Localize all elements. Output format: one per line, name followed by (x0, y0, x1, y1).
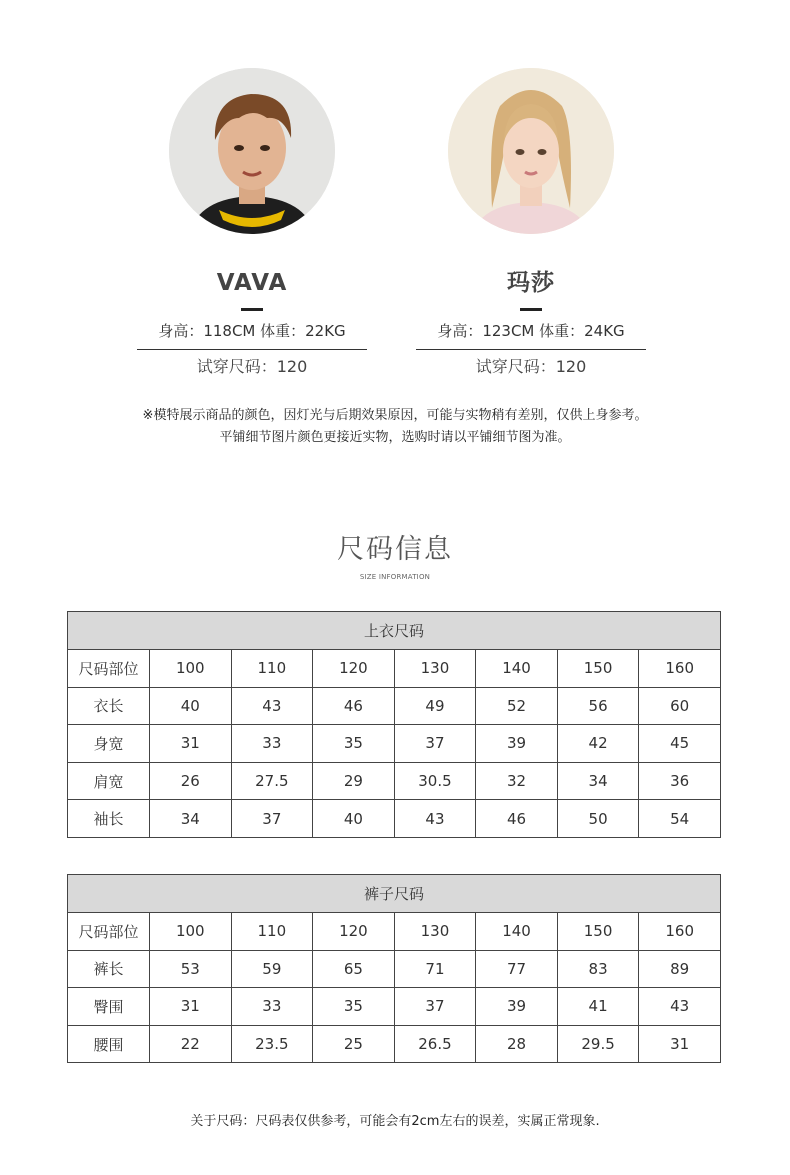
row-label: 臀围 (68, 988, 150, 1026)
model-fit-size: 试穿尺码：120 (475, 357, 587, 376)
table-cell: 45 (639, 725, 721, 763)
table-row (68, 988, 721, 1026)
table-cell: 32 (476, 762, 558, 800)
table-cell: 49 (394, 687, 476, 725)
table-cell: 27.5 (231, 762, 313, 800)
row-label: 衣长 (68, 687, 150, 725)
table-cell: 37 (231, 800, 313, 838)
table-cell: 31 (150, 988, 232, 1026)
table-cell: 60 (639, 687, 721, 725)
table-cell: 150 (557, 650, 639, 688)
table-title: 裤子尺码 (68, 875, 721, 913)
divider (137, 349, 367, 350)
table-cell: 100 (150, 650, 232, 688)
table-cell: 77 (476, 950, 558, 988)
table-cell: 120 (313, 913, 395, 951)
table-cell: 130 (394, 650, 476, 688)
table-cell: 39 (476, 988, 558, 1026)
table-cell: 160 (639, 650, 721, 688)
table-cell: 71 (394, 950, 476, 988)
table-cell: 35 (313, 988, 395, 1026)
table-cell: 50 (557, 800, 639, 838)
model-card-boy (137, 60, 367, 379)
row-label: 身宽 (68, 725, 150, 763)
row-label: 尺码部位 (68, 650, 150, 688)
table-title: 上衣尺码 (68, 612, 721, 650)
table-cell: 40 (150, 687, 232, 725)
table-cell: 33 (231, 988, 313, 1026)
table-cell: 31 (150, 725, 232, 763)
table-cell: 34 (150, 800, 232, 838)
table-cell: 59 (231, 950, 313, 988)
table-cell: 43 (231, 687, 313, 725)
table-cell: 37 (394, 988, 476, 1026)
table-header-row (68, 913, 721, 951)
section-subtitle: SIZE INFORMATION (359, 573, 431, 581)
model-photo-boy (169, 68, 335, 234)
table-cell: 65 (313, 950, 395, 988)
table-cell: 46 (476, 800, 558, 838)
notice-line-2: 平铺细节图片颜色更接近实物，选购时请以平铺细节图为准。 (219, 430, 571, 445)
table-row (68, 762, 721, 800)
table-cell: 53 (150, 950, 232, 988)
table-row (68, 687, 721, 725)
table-cell: 140 (476, 650, 558, 688)
row-label: 裤长 (68, 950, 150, 988)
table-cell: 37 (394, 725, 476, 763)
table-cell: 41 (557, 988, 639, 1026)
table-cell: 40 (313, 800, 395, 838)
size-disclaimer: 关于尺码：尺码表仅供参考，可能会有2cm左右的误差，实属正常现象. (190, 1114, 600, 1129)
table-cell: 39 (476, 725, 558, 763)
table-cell: 43 (394, 800, 476, 838)
table-cell: 110 (231, 913, 313, 951)
table-header-row (68, 650, 721, 688)
table-cell: 100 (150, 913, 232, 951)
model-card-girl (416, 60, 646, 379)
table-cell: 30.5 (394, 762, 476, 800)
table-cell: 42 (557, 725, 639, 763)
table-cell: 46 (313, 687, 395, 725)
table-cell: 89 (639, 950, 721, 988)
table-row (68, 725, 721, 763)
table-cell: 150 (557, 913, 639, 951)
divider (416, 349, 646, 350)
table-cell: 34 (557, 762, 639, 800)
table-cell: 33 (231, 725, 313, 763)
table-cell: 31 (639, 1025, 721, 1063)
table-cell: 54 (639, 800, 721, 838)
table-cell: 56 (557, 687, 639, 725)
table-cell: 29.5 (557, 1025, 639, 1063)
table-cell: 43 (639, 988, 721, 1026)
table-cell: 36 (639, 762, 721, 800)
table-cell: 35 (313, 725, 395, 763)
name-underline (520, 308, 542, 311)
row-label: 袖长 (68, 800, 150, 838)
models-section (0, 60, 790, 380)
pants-size-table (67, 874, 721, 1063)
table-cell: 130 (394, 913, 476, 951)
table-row (68, 950, 721, 988)
color-notice (0, 405, 790, 449)
section-title: 尺码信息 (337, 534, 453, 565)
table-cell: 29 (313, 762, 395, 800)
row-label: 肩宽 (68, 762, 150, 800)
table-cell: 120 (313, 650, 395, 688)
row-label: 腰围 (68, 1025, 150, 1063)
top-size-table (67, 611, 721, 838)
table-row (68, 800, 721, 838)
table-cell: 140 (476, 913, 558, 951)
model-name: 玛莎 (507, 270, 555, 296)
name-underline (241, 308, 263, 311)
model-name: VAVA (216, 270, 288, 296)
table-cell: 25 (313, 1025, 395, 1063)
table-cell: 83 (557, 950, 639, 988)
table-cell: 26.5 (394, 1025, 476, 1063)
table-cell: 22 (150, 1025, 232, 1063)
table-cell: 160 (639, 913, 721, 951)
model-stats: 身高：118CM 体重：22KG (158, 322, 346, 340)
table-cell: 23.5 (231, 1025, 313, 1063)
table-cell: 110 (231, 650, 313, 688)
model-stats: 身高：123CM 体重：24KG (437, 322, 625, 340)
table-cell: 52 (476, 687, 558, 725)
notice-line-1: ※模特展示商品的颜色，因灯光与后期效果原因，可能与实物稍有差别，仅供上身参考。 (142, 408, 648, 423)
model-fit-size: 试穿尺码：120 (196, 357, 308, 376)
row-label: 尺码部位 (68, 913, 150, 951)
table-row (68, 1025, 721, 1063)
table-cell: 28 (476, 1025, 558, 1063)
model-photo-girl (448, 68, 614, 234)
table-cell: 26 (150, 762, 232, 800)
